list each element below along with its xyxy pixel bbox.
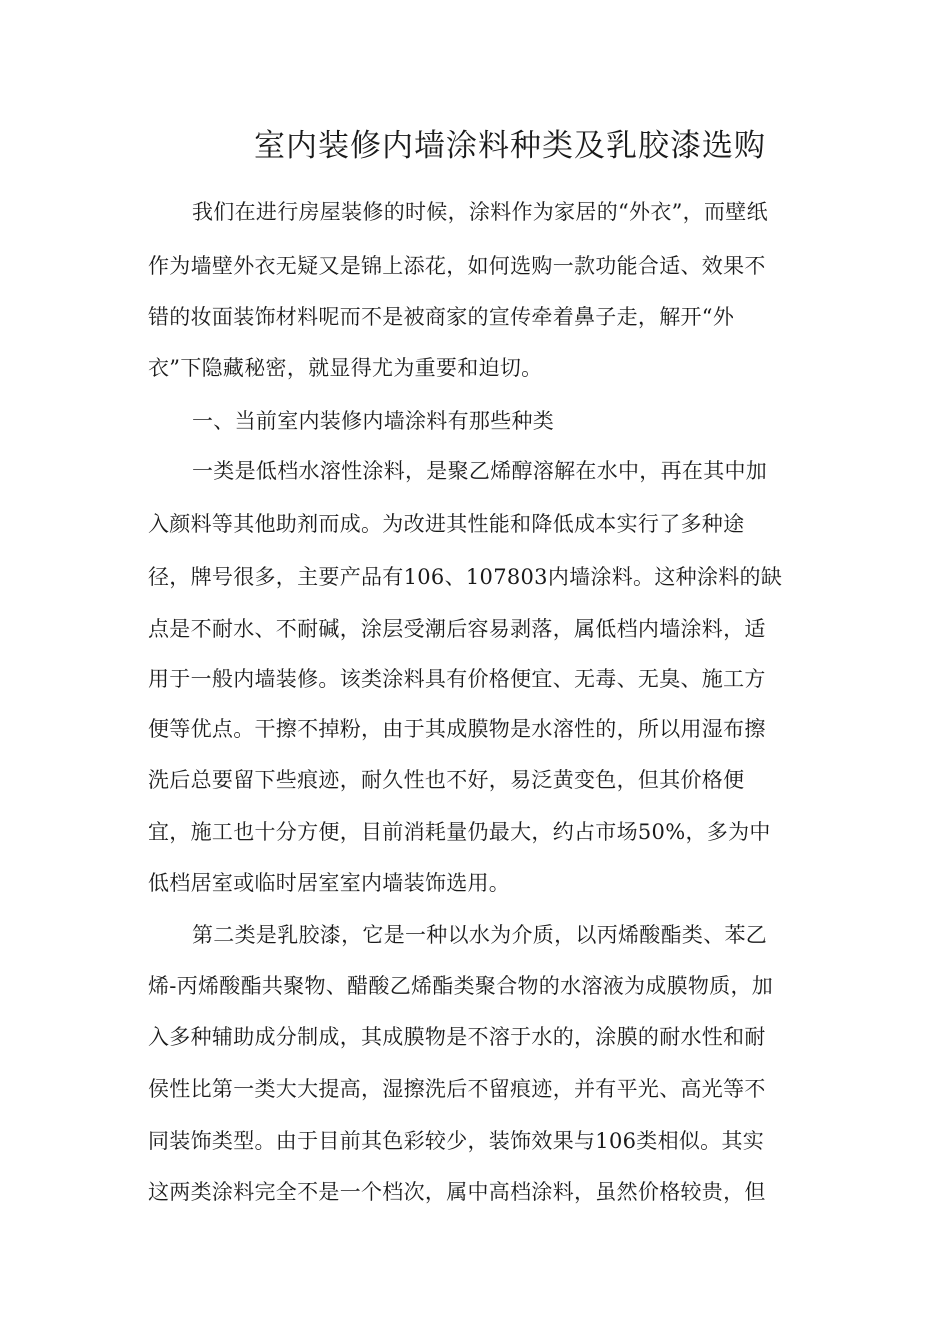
document-title: 室内装修内墙涂料种类及乳胶漆选购 [254, 128, 766, 164]
paragraph-2-line-9: 低档居室或临时居室室内墙装饰选用。 [148, 871, 511, 895]
paragraph-2-line-1: 一类是低档水溶性涂料，是聚乙烯醇溶解在水中，再在其中加 [192, 459, 768, 483]
paragraph-3-line-1: 第二类是乳胶漆，它是一种以水为介质，以丙烯酸酯类、苯乙 [192, 923, 768, 947]
paragraph-2-line-7: 洗后总要留下些痕迹，耐久性也不好，易泛黄变色，但其价格便 [148, 768, 745, 792]
paragraph-2-line-2: 入颜料等其他助剂而成。为改进其性能和降低成本实行了多种途 [148, 512, 745, 536]
paragraph-1-line-2: 作为墙壁外衣无疑又是锦上添花，如何选购一款功能合适、效果不 [148, 254, 766, 278]
paragraph-2-line-4: 点是不耐水、不耐碱，涂层受潮后容易剥落，属低档内墙涂料，适 [148, 617, 766, 641]
paragraph-1-line-4: 衣”下隐藏秘密，就显得尤为重要和迫切。 [148, 356, 543, 380]
paragraph-3-line-3: 入多种辅助成分制成，其成膜物是不溶于水的，涂膜的耐水性和耐 [148, 1025, 766, 1049]
paragraph-3-line-6: 这两类涂料完全不是一个档次，属中高档涂料，虽然价格较贵，但 [148, 1180, 766, 1204]
paragraph-2-line-3: 径，牌号很多，主要产品有106、107803内墙涂料。这种涂料的缺 [148, 565, 783, 589]
paragraph-1-line-3: 错的妆面装饰材料呢而不是被商家的宣传牵着鼻子走，解开“外 [148, 305, 735, 329]
paragraph-2-line-5: 用于一般内墙装修。该类涂料具有价格便宜、无毒、无臭、施工方 [148, 667, 766, 691]
paragraph-2-line-6: 便等优点。干擦不掉粉，由于其成膜物是水溶性的，所以用湿布擦 [148, 717, 766, 741]
paragraph-3-line-2: 烯-丙烯酸酯共聚物、醋酸乙烯酯类聚合物的水溶液为成膜物质，加 [148, 974, 774, 998]
paragraph-3-line-4: 侯性比第一类大大提高，湿擦洗后不留痕迹，并有平光、高光等不 [148, 1077, 766, 1101]
section-heading-1: 一、当前室内装修内墙涂料有那些种类 [192, 409, 555, 433]
paragraph-2-line-8: 宜，施工也十分方便，目前消耗量仍最大，约占市场50%，多为中 [148, 820, 771, 844]
paragraph-1-line-1: 我们在进行房屋装修的时候，涂料作为家居的“外衣”，而壁纸 [192, 200, 768, 224]
paragraph-3-line-5: 同装饰类型。由于目前其色彩较少，装饰效果与106类相似。其实 [148, 1129, 765, 1153]
